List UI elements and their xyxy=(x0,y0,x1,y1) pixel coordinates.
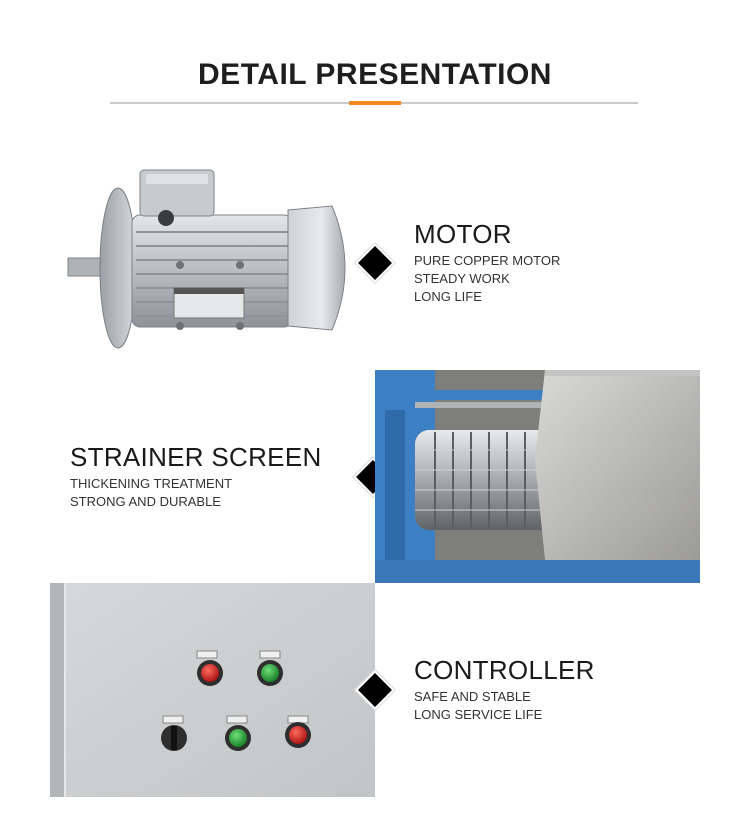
strainer-title: STRAINER SCREEN xyxy=(70,442,322,472)
motor-title: MOTOR xyxy=(414,219,512,249)
controller-features xyxy=(414,688,542,724)
feature-line: STEADY WORK xyxy=(414,271,510,286)
strainer-features xyxy=(70,475,232,511)
feature-line: LONG SERVICE LIFE xyxy=(414,707,543,722)
motor-image xyxy=(62,160,362,360)
page-title: DETAIL PRESENTATION xyxy=(198,58,552,91)
feature-line: STRONG AND DURABLE xyxy=(70,494,221,509)
motor-features xyxy=(414,252,560,306)
motor-bullet-icon xyxy=(358,246,392,280)
strainer-image xyxy=(375,370,700,583)
feature-line: THICKENING TREATMENT xyxy=(70,476,233,491)
feature-line: LONG LIFE xyxy=(414,289,482,304)
feature-line: PURE COPPER MOTOR xyxy=(414,253,561,268)
feature-line: SAFE AND STABLE xyxy=(414,689,531,704)
controller-image xyxy=(50,583,375,797)
title-accent-bar xyxy=(349,101,401,105)
controller-title: CONTROLLER xyxy=(414,655,595,685)
